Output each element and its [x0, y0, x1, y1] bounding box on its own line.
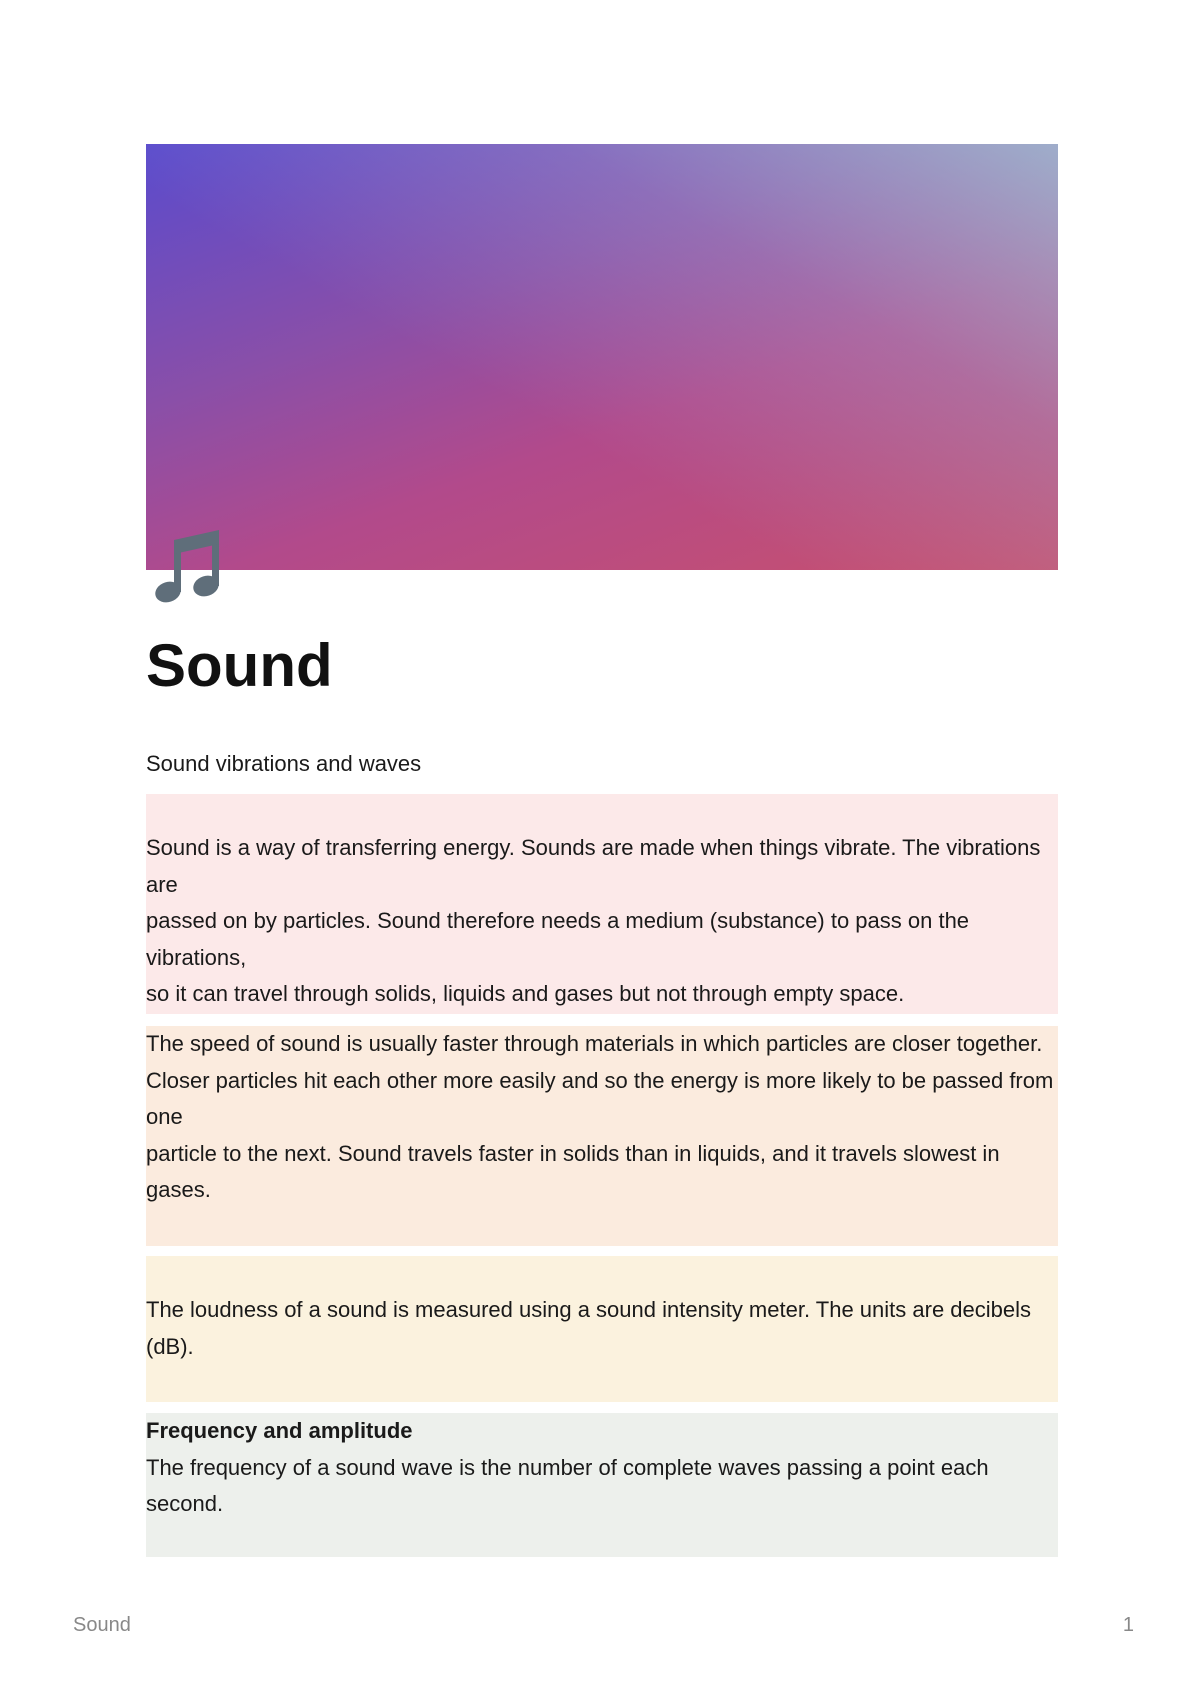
- text-line: The frequency of a sound wave is the number of complete waves passing a point each second.: [146, 1454, 989, 1516]
- callout-speed-of-sound: [146, 1026, 1058, 1246]
- text-line: (dB).: [146, 1333, 194, 1359]
- page-subtitle: Sound vibrations and waves: [146, 751, 422, 776]
- text-line: Closer particles hit each other more easily and so the energy is more likely to be passed from one: [146, 1067, 1054, 1129]
- cover-image: [146, 144, 1058, 570]
- page-title: Sound: [146, 632, 333, 699]
- text-line: The loudness of a sound is measured using a sound intensity meter. The units are decibels: [146, 1297, 1032, 1322]
- text-line: so it can travel through solids, liquids and gases but not through empty space.: [146, 981, 905, 1006]
- text-line: passed on by particles. Sound therefore needs a medium (substance) to pass on the vibrations,: [146, 908, 970, 970]
- callout-frequency-amplitude: [146, 1413, 1058, 1557]
- callout-sound-energy: [146, 794, 1058, 1014]
- text-line: The speed of sound is usually faster through materials in which particles are closer together.: [146, 1031, 1043, 1056]
- musical-notes-icon: [150, 526, 236, 612]
- text-line: particle to the next. Sound travels faster in solids than in liquids, and it travels slowest in gases.: [146, 1140, 1000, 1202]
- callout-loudness: [146, 1256, 1058, 1402]
- footer-title: Sound: [73, 1614, 131, 1636]
- page-number: 1: [1122, 1614, 1134, 1636]
- text-line: Sound is a way of transferring energy. Sounds are made when things vibrate. The vibrations are: [146, 835, 1041, 897]
- callout-heading: Frequency and amplitude: [146, 1418, 413, 1443]
